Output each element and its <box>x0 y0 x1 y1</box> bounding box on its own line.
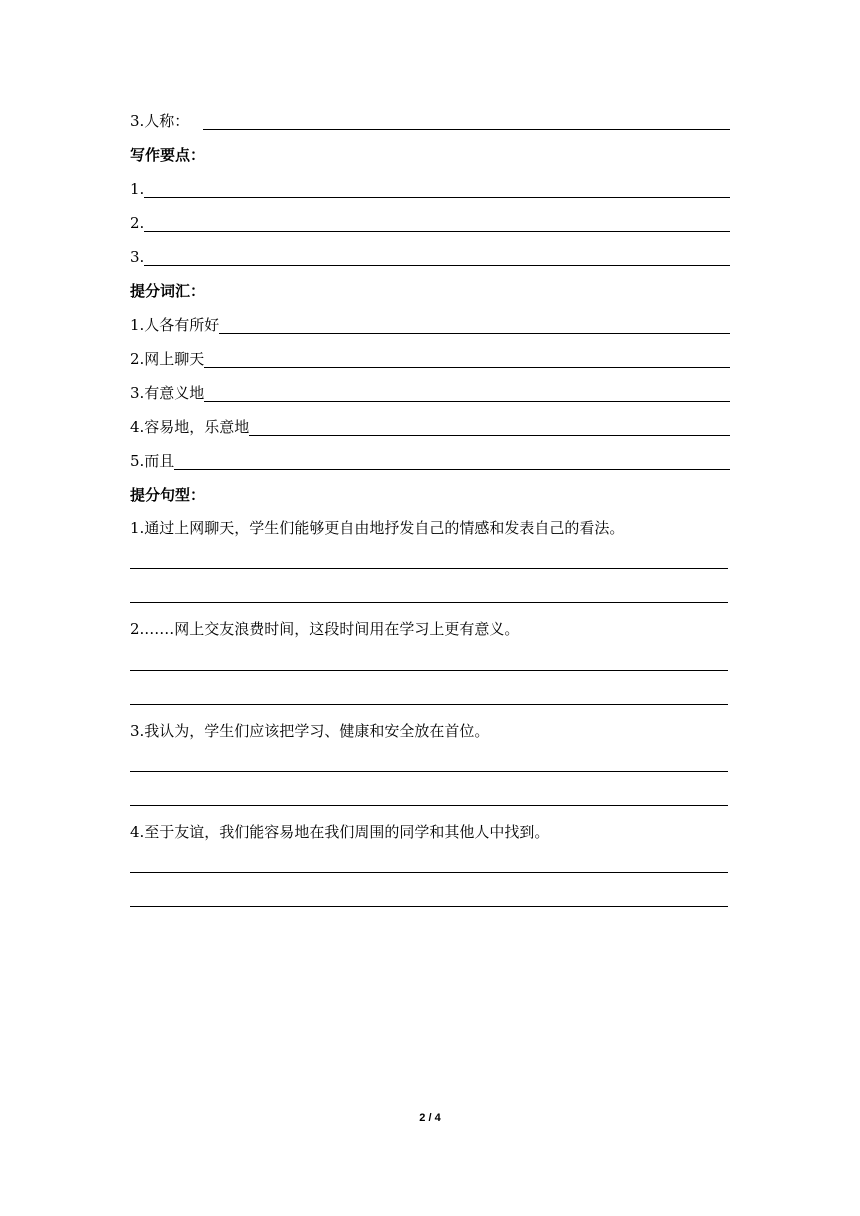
writing-point-answer-line[interactable] <box>144 247 730 266</box>
vocabulary-answer-line[interactable] <box>219 315 730 334</box>
sentence-prompt: 1.通过上网聊天，学生们能够更自由地抒发自己的情感和发表自己的看法。 <box>130 519 625 537</box>
page-number: 2 / 4 <box>419 1112 441 1124</box>
sentence-answer-line[interactable] <box>130 704 728 705</box>
person-label: 3.人称： <box>130 112 190 130</box>
vocabulary-row <box>130 344 730 368</box>
vocabulary-label: 2.网上聊天 <box>130 350 205 368</box>
vocabulary-row <box>130 412 730 436</box>
sentences-heading: 提分句型： <box>130 486 206 504</box>
vocabulary-row <box>130 310 730 334</box>
vocabulary-label: 4.容易地，乐意地 <box>130 418 250 436</box>
writing-point-label: 2. <box>130 214 145 232</box>
writing-points-heading: 写作要点： <box>130 146 206 164</box>
vocabulary-row <box>130 378 730 402</box>
sentence-answer-line[interactable] <box>130 670 728 671</box>
writing-point-label: 3. <box>130 248 145 266</box>
writing-point-row <box>130 242 730 266</box>
vocabulary-label: 3.有意义地 <box>130 384 205 402</box>
writing-point-label: 1. <box>130 180 145 198</box>
sentence-prompt: 2.……网上交友浪费时间，这段时间用在学习上更有意义。 <box>130 620 520 638</box>
vocabulary-answer-line[interactable] <box>174 451 730 470</box>
writing-point-row <box>130 174 730 198</box>
vocabulary-answer-line[interactable] <box>204 383 730 402</box>
vocabulary-label: 5.而且 <box>130 452 175 470</box>
sentence-answer-line[interactable] <box>130 602 728 603</box>
writing-point-answer-line[interactable] <box>144 179 730 198</box>
vocabulary-answer-line[interactable] <box>249 417 730 436</box>
sentence-answer-line[interactable] <box>130 805 728 806</box>
vocabulary-label: 1.人各有所好 <box>130 316 220 334</box>
person-answer-line[interactable] <box>203 111 730 130</box>
sentence-answer-line[interactable] <box>130 872 728 873</box>
sentence-answer-line[interactable] <box>130 771 728 772</box>
writing-point-row <box>130 208 730 232</box>
vocabulary-answer-line[interactable] <box>204 349 730 368</box>
person-row <box>130 106 730 130</box>
vocabulary-heading: 提分词汇： <box>130 282 206 300</box>
sentence-answer-line[interactable] <box>130 568 728 569</box>
vocabulary-row <box>130 446 730 470</box>
sentence-answer-line[interactable] <box>130 906 728 907</box>
sentence-prompt: 3.我认为，学生们应该把学习、健康和安全放在首位。 <box>130 722 490 740</box>
writing-point-answer-line[interactable] <box>144 213 730 232</box>
sentence-prompt: 4.至于友谊，我们能容易地在我们周围的同学和其他人中找到。 <box>130 823 550 841</box>
